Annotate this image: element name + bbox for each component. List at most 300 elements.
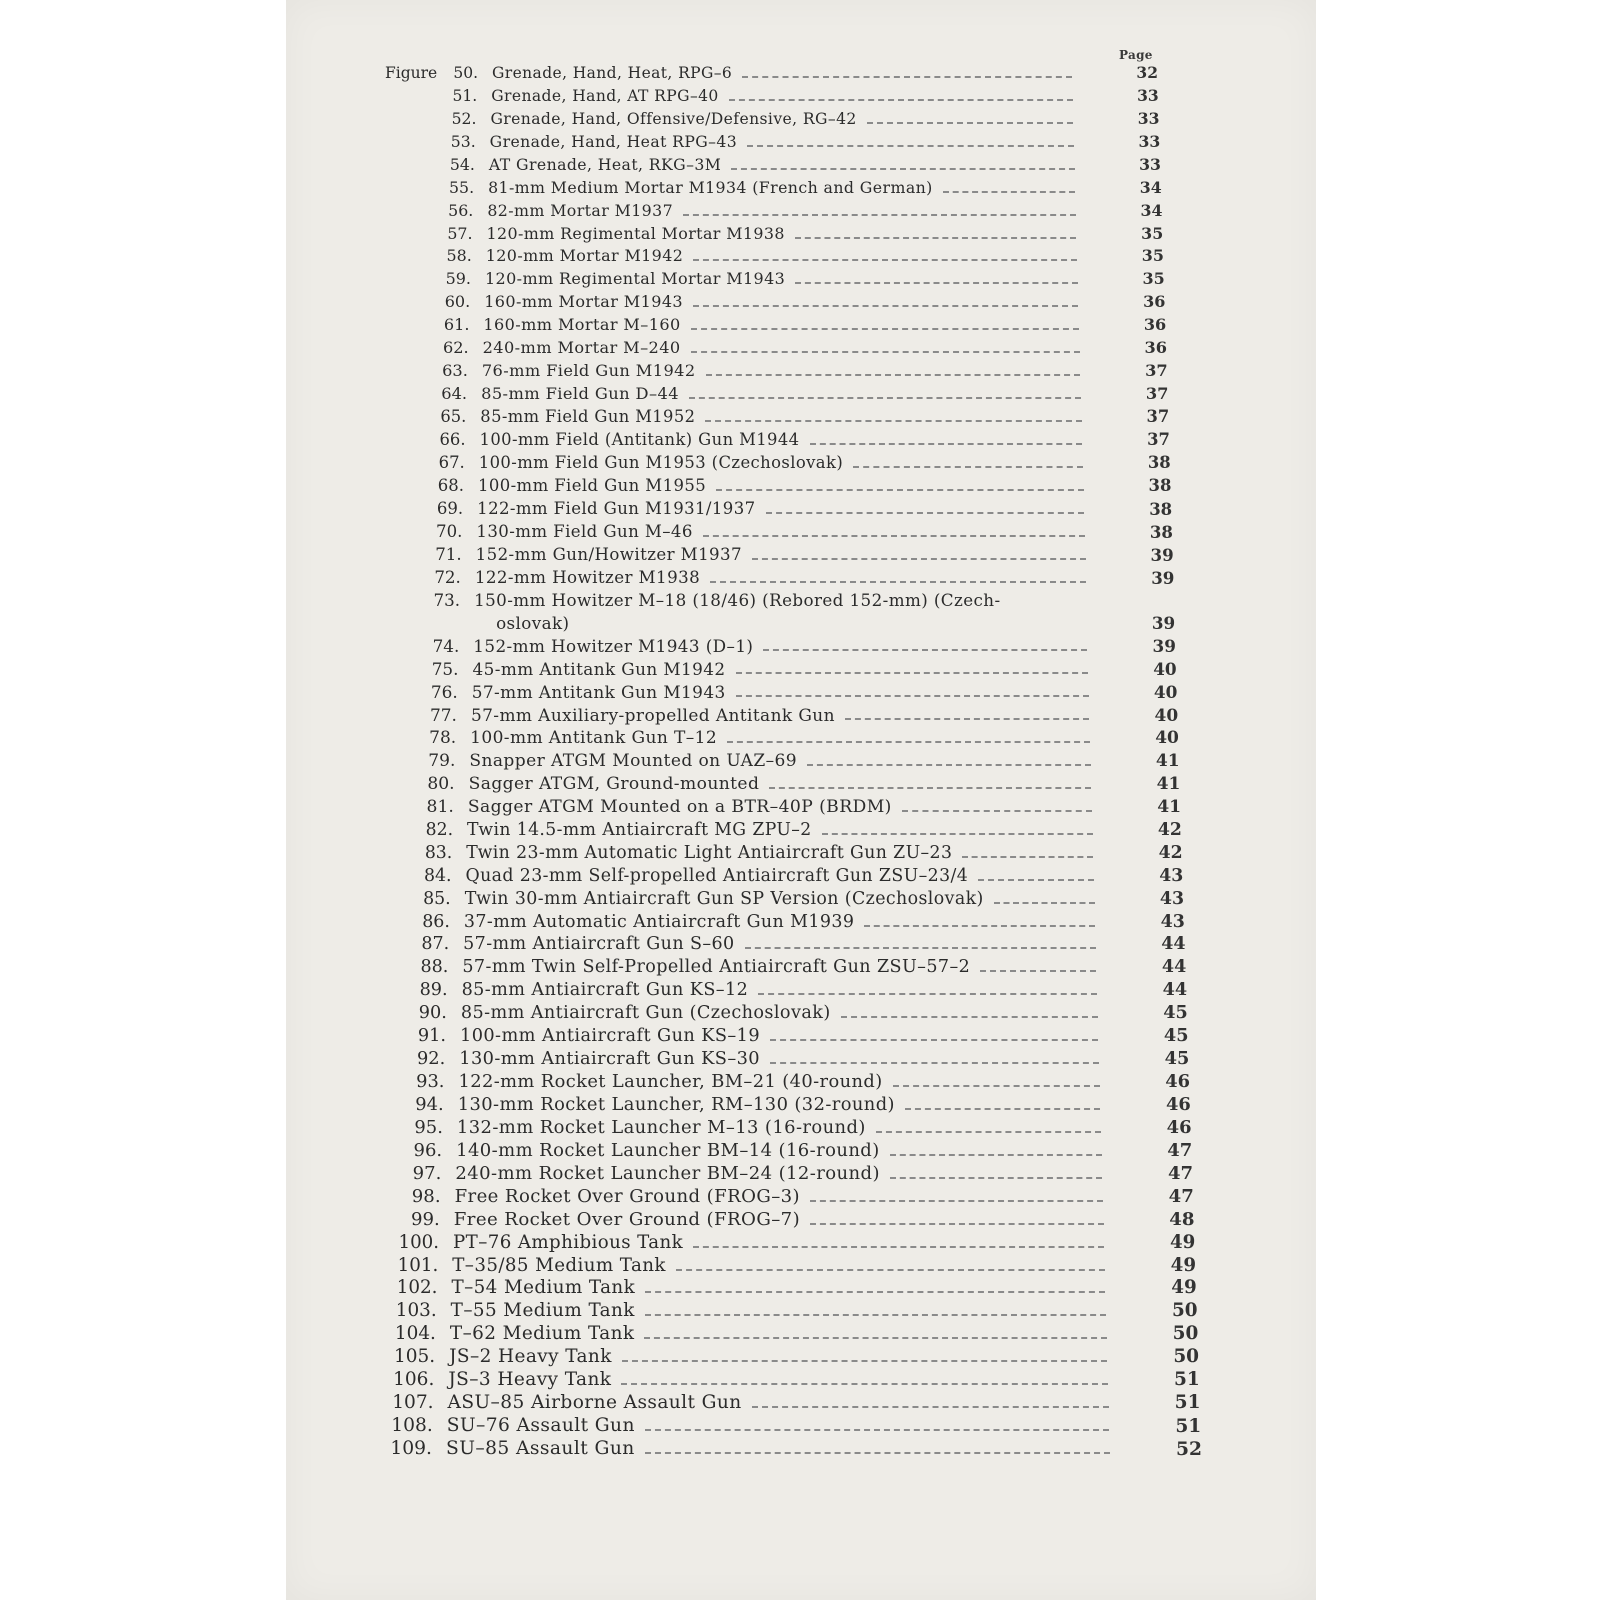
list-item xyxy=(286,1392,1316,1414)
page-number: 48 xyxy=(1169,1208,1195,1230)
list-item xyxy=(286,1140,1316,1162)
page-number: 50 xyxy=(1172,1323,1199,1345)
list-item xyxy=(286,819,1316,841)
page-number: 50 xyxy=(1173,1346,1200,1368)
page-number: 37 xyxy=(1146,407,1170,426)
list-item xyxy=(286,1415,1316,1437)
list-item xyxy=(286,200,1316,222)
dot-leader xyxy=(807,764,1091,766)
figure-title xyxy=(472,681,1089,703)
figure-title-text: 57-mm Auxiliary-propelled Antitank Gun xyxy=(470,705,835,726)
dot-leader xyxy=(810,1200,1103,1202)
list-item xyxy=(286,360,1316,382)
figure-number: 52. xyxy=(451,109,477,128)
figure-title-text: 100-mm Field (Antitank) Gun M1944 xyxy=(479,429,800,449)
list-item xyxy=(286,727,1316,749)
page-number: 46 xyxy=(1166,1116,1192,1138)
figure-title xyxy=(455,1186,1103,1208)
figure-title-text: 160-mm Mortar M–160 xyxy=(483,315,681,335)
page-number: 41 xyxy=(1156,773,1181,794)
figure-number: 53. xyxy=(450,131,476,151)
figure-title-text: 85-mm Field Gun D–44 xyxy=(481,384,679,404)
figure-title-text: Sagger ATGM, Ground-mounted xyxy=(468,773,760,794)
list-item xyxy=(286,1209,1316,1231)
figure-title xyxy=(486,245,1077,267)
dot-leader xyxy=(876,1131,1101,1133)
dot-leader xyxy=(795,237,1077,239)
continuation-text: oslovak) xyxy=(496,613,570,634)
list-item xyxy=(286,911,1316,933)
page-number: 36 xyxy=(1143,315,1167,335)
figure-title xyxy=(471,704,1089,726)
list-item xyxy=(286,475,1316,497)
page-number: 47 xyxy=(1167,1139,1193,1161)
figure-label: Figure xyxy=(385,64,438,82)
figure-title-text: 130-mm Field Gun M–46 xyxy=(476,521,693,541)
page-number: 33 xyxy=(1138,131,1161,151)
figure-title xyxy=(476,544,1086,566)
dot-leader xyxy=(727,741,1090,743)
dot-leader xyxy=(742,76,1072,78)
dot-leader xyxy=(853,466,1083,468)
figure-title-text: 150-mm Howitzer M–18 (18/46) (Rebored 152-mm) (Czech- xyxy=(474,590,1001,611)
list-item xyxy=(286,177,1316,199)
figure-title xyxy=(456,1140,1101,1162)
page-number: 44 xyxy=(1162,979,1188,1001)
figure-title xyxy=(463,933,1096,955)
page-number: 32 xyxy=(1136,63,1158,82)
figure-title xyxy=(464,911,1095,933)
figure-title-text: 152-mm Gun/Howitzer M1937 xyxy=(475,544,742,564)
figure-title-text: T–35/85 Medium Tank xyxy=(452,1254,666,1276)
figure-title-text: 120-mm Mortar M1942 xyxy=(485,246,684,266)
figure-number: 69. xyxy=(436,498,464,518)
figure-number: 106. xyxy=(393,1369,435,1391)
figure-number: 56. xyxy=(448,200,474,220)
page-number: 45 xyxy=(1163,1002,1188,1024)
figure-title-text: 100-mm Antiaircraft Gun KS–19 xyxy=(460,1026,761,1047)
figure-title xyxy=(480,429,1083,451)
figure-title xyxy=(473,635,1087,657)
page-number: 38 xyxy=(1149,521,1173,542)
dot-leader xyxy=(691,351,1080,353)
document-page xyxy=(286,0,1316,1600)
list-item xyxy=(286,268,1316,290)
list-item xyxy=(286,452,1316,474)
figure-number: 63. xyxy=(442,361,468,381)
figure-number: 58. xyxy=(446,246,472,266)
figure-title xyxy=(454,1209,1104,1231)
dot-leader xyxy=(905,1108,1100,1110)
figure-title xyxy=(491,85,1072,107)
figure-title xyxy=(465,865,1093,887)
list-item xyxy=(286,85,1316,107)
figure-number: 101. xyxy=(397,1254,439,1276)
figure-title-text: 132-mm Rocket Launcher M–13 (16-round) xyxy=(456,1116,866,1138)
page-number: 43 xyxy=(1159,865,1184,886)
page-number: 43 xyxy=(1159,888,1185,909)
figure-number: 77. xyxy=(429,705,457,726)
dot-leader xyxy=(716,489,1083,491)
figure-title-text: 85-mm Field Gun M1952 xyxy=(480,407,696,426)
list-item xyxy=(286,635,1316,657)
dot-leader xyxy=(890,1177,1102,1179)
list-item xyxy=(286,704,1316,726)
list-item xyxy=(286,1048,1316,1070)
dot-leader xyxy=(691,328,1079,330)
page-number: 47 xyxy=(1168,1185,1194,1207)
figure-title xyxy=(470,727,1090,749)
list-item xyxy=(286,245,1316,267)
figure-title xyxy=(487,200,1076,222)
dot-leader xyxy=(766,512,1085,514)
dot-leader xyxy=(943,191,1075,193)
figure-title xyxy=(488,177,1075,199)
dot-leader xyxy=(622,1360,1108,1362)
figure-title-text: Snapper ATGM Mounted on UAZ–69 xyxy=(469,751,798,771)
list-item xyxy=(286,979,1316,1001)
list-item xyxy=(286,131,1316,153)
dot-leader xyxy=(693,259,1077,261)
page-number: 36 xyxy=(1144,338,1167,358)
figure-number: 78. xyxy=(429,728,457,749)
dot-leader xyxy=(822,833,1093,835)
dot-leader xyxy=(810,1223,1103,1225)
figure-title xyxy=(447,1415,1110,1437)
dot-leader xyxy=(864,925,1095,927)
figure-number: 107. xyxy=(392,1392,434,1414)
dot-leader xyxy=(736,695,1089,697)
dot-leader xyxy=(693,305,1078,307)
figure-title xyxy=(461,1002,1098,1024)
list-item xyxy=(286,1186,1316,1208)
dot-leader xyxy=(676,1269,1105,1271)
dot-leader xyxy=(710,581,1086,583)
page-number: 35 xyxy=(1141,223,1164,243)
dot-leader xyxy=(693,1246,1104,1248)
figure-title-text: Sagger ATGM Mounted on a BTR–40P (BRDM) xyxy=(467,796,892,817)
figure-title xyxy=(469,750,1090,772)
figure-number: 62. xyxy=(442,338,469,358)
page-number: 36 xyxy=(1143,292,1166,312)
page-number: 45 xyxy=(1163,1025,1189,1047)
figure-title xyxy=(469,773,1092,795)
figure-number: 87. xyxy=(421,934,450,955)
dot-leader xyxy=(731,168,1074,170)
page-number: 49 xyxy=(1171,1277,1197,1299)
figure-number: 68. xyxy=(437,475,464,495)
page-number: 38 xyxy=(1149,498,1173,519)
figure-title xyxy=(473,658,1089,680)
list-item xyxy=(286,658,1316,680)
dot-leader xyxy=(752,1406,1109,1408)
figure-title-text: ASU–85 Airborne Assault Gun xyxy=(447,1392,742,1414)
dot-leader xyxy=(644,1337,1106,1339)
list-item xyxy=(286,865,1316,887)
dot-leader xyxy=(703,535,1085,537)
figure-title xyxy=(480,406,1081,428)
figure-title-text: 57-mm Antitank Gun M1943 xyxy=(471,682,726,703)
dot-leader xyxy=(841,1016,1098,1018)
dot-leader xyxy=(706,374,1081,376)
figure-number: 55. xyxy=(449,177,475,197)
figure-title-text: 240-mm Mortar M–240 xyxy=(482,338,681,358)
figure-title-text: JS–2 Heavy Tank xyxy=(449,1346,612,1368)
page-number: 51 xyxy=(1173,1369,1200,1391)
figure-title xyxy=(451,1300,1106,1322)
figure-title xyxy=(450,1323,1107,1345)
figure-number: 79. xyxy=(428,751,456,771)
page-number: 37 xyxy=(1147,429,1170,449)
dot-leader xyxy=(867,122,1074,124)
figure-number: 75. xyxy=(431,659,459,680)
dot-leader xyxy=(845,718,1089,720)
dot-leader xyxy=(645,1452,1110,1454)
page-number: 33 xyxy=(1137,85,1159,105)
dot-leader xyxy=(645,1291,1105,1293)
figure-title xyxy=(467,819,1093,841)
dot-leader xyxy=(978,879,1094,881)
page-column-header: Page xyxy=(1119,48,1153,62)
figure-title-text: T–62 Medium Tank xyxy=(449,1323,635,1345)
dot-leader xyxy=(994,902,1095,904)
list-item xyxy=(286,521,1316,543)
dot-leader xyxy=(736,672,1089,674)
figure-number: 102. xyxy=(396,1277,438,1299)
figure-number: 89. xyxy=(419,980,448,1001)
figure-title-continuation xyxy=(496,612,1087,634)
list-item xyxy=(286,1369,1316,1391)
figure-title-text: SU–76 Assault Gun xyxy=(446,1415,635,1437)
dot-leader xyxy=(962,856,1093,858)
figure-title xyxy=(465,888,1095,910)
list-item xyxy=(286,314,1316,336)
list-item xyxy=(286,589,1316,634)
dot-leader xyxy=(893,1085,1100,1087)
figure-title xyxy=(462,979,1098,1001)
figure-title-text: 152-mm Howitzer M1943 (D–1) xyxy=(473,636,754,657)
figure-number: 93. xyxy=(416,1071,445,1093)
dot-leader xyxy=(902,810,1092,812)
figure-number: 61. xyxy=(443,315,470,335)
list-item xyxy=(286,1071,1316,1093)
list-item xyxy=(286,108,1316,130)
figure-title xyxy=(477,498,1084,520)
figure-title xyxy=(483,314,1079,336)
dot-leader xyxy=(621,1383,1108,1385)
page-number: 51 xyxy=(1174,1392,1201,1414)
page-number: 40 xyxy=(1154,705,1179,726)
figure-title xyxy=(458,1094,1101,1116)
list-item xyxy=(286,337,1316,359)
figure-number: 51. xyxy=(452,86,478,105)
figure-number: 83. xyxy=(424,842,453,863)
figure-title-text: Grenade, Hand, Offensive/Defensive, RG–42 xyxy=(490,109,857,128)
list-item xyxy=(286,1025,1316,1047)
figure-title-text: Quad 23-mm Self-propelled Antiaircraft Gun ZSU–23/4 xyxy=(465,865,969,886)
figure-title-text: Grenade, Hand, Heat, RPG–6 xyxy=(492,64,733,82)
list-item xyxy=(286,223,1316,245)
list-item xyxy=(286,1323,1316,1345)
dot-leader xyxy=(763,649,1087,651)
dot-leader xyxy=(705,420,1081,422)
figure-title xyxy=(448,1369,1108,1391)
figure-number: 81. xyxy=(426,796,454,817)
figure-title xyxy=(466,842,1093,864)
figure-title xyxy=(474,589,1087,611)
dot-leader xyxy=(752,558,1086,560)
figure-title-text: 45-mm Antitank Gun M1942 xyxy=(472,659,726,680)
figure-title-text: 76-mm Field Gun M1942 xyxy=(481,361,696,381)
figure-title-text: 120-mm Regimental Mortar M1938 xyxy=(486,223,785,243)
dot-leader xyxy=(689,397,1081,399)
figure-number: 108. xyxy=(391,1415,433,1437)
figure-title-text: 120-mm Regimental Mortar M1943 xyxy=(484,269,786,289)
figure-title-text: 160-mm Mortar M1943 xyxy=(484,292,684,312)
figure-title-text: Free Rocket Over Ground (FROG–3) xyxy=(454,1185,801,1207)
figure-title-text: Twin 23-mm Automatic Light Antiaircraft Gun ZU–23 xyxy=(466,842,953,863)
figure-title xyxy=(481,383,1081,405)
page-number: 34 xyxy=(1139,177,1162,197)
page-number: 37 xyxy=(1145,361,1168,381)
page-number: 49 xyxy=(1169,1231,1196,1253)
list-item xyxy=(286,1277,1316,1299)
figure-title-text: Twin 14.5-mm Antiaircraft MG ZPU–2 xyxy=(467,819,812,840)
figure-title xyxy=(483,337,1080,359)
figure-number: 88. xyxy=(420,957,449,978)
dot-leader xyxy=(770,1039,1098,1041)
dot-leader xyxy=(795,282,1078,284)
figure-number: 92. xyxy=(417,1049,446,1070)
figure-number: 59. xyxy=(445,269,471,289)
page-number: 49 xyxy=(1170,1254,1197,1276)
figure-title xyxy=(452,1255,1105,1277)
dot-leader xyxy=(747,145,1074,147)
dot-leader xyxy=(645,1429,1109,1431)
figure-title xyxy=(468,796,1092,818)
figure-title-text: 140-mm Rocket Launcher BM–14 (16-round) xyxy=(456,1139,880,1161)
list-item xyxy=(286,750,1316,772)
figure-number: 67. xyxy=(438,452,465,472)
figure-number: 84. xyxy=(423,865,452,886)
list-item xyxy=(286,842,1316,864)
dot-leader xyxy=(729,99,1073,101)
page-number: 37 xyxy=(1145,384,1169,404)
list-item xyxy=(286,1117,1316,1139)
figure-title xyxy=(478,475,1084,497)
page-number: 51 xyxy=(1175,1415,1202,1438)
page-number: 39 xyxy=(1152,636,1176,657)
figure-title xyxy=(453,1232,1104,1254)
figure-number: 85. xyxy=(423,888,451,909)
figure-number: 72. xyxy=(434,567,461,587)
list-item xyxy=(286,1232,1316,1254)
figure-title-text: 122-mm Rocket Launcher, BM–21 (40-round) xyxy=(458,1071,883,1093)
list-item xyxy=(286,1300,1316,1322)
figure-number: 91. xyxy=(417,1026,447,1047)
page-number: 50 xyxy=(1171,1300,1198,1322)
list-item xyxy=(286,429,1316,451)
figure-title-text: Twin 30-mm Antiaircraft Gun SP Version (Czechoslovak) xyxy=(464,888,984,909)
list-item xyxy=(286,62,1316,84)
figure-number: 70. xyxy=(436,521,463,541)
list-item xyxy=(286,933,1316,955)
dot-leader xyxy=(745,947,1096,949)
figure-title-text: Grenade, Hand, Heat RPG–43 xyxy=(489,131,738,151)
dot-leader xyxy=(758,993,1097,995)
figure-title-text: 37-mm Automatic Antiaircraft Gun M1939 xyxy=(463,911,855,932)
page-number: 44 xyxy=(1161,934,1186,955)
figure-title-text: T–55 Medium Tank xyxy=(450,1300,635,1322)
figure-title-text: 240-mm Rocket Launcher BM–24 (12-round) xyxy=(455,1162,880,1184)
figure-number: 97. xyxy=(412,1162,442,1184)
list-item xyxy=(286,383,1316,405)
list-item xyxy=(286,544,1316,566)
figure-title-text: 81-mm Medium Mortar M1934 (French and German) xyxy=(488,177,933,197)
figure-number: 95. xyxy=(414,1116,443,1138)
figure-number: 94. xyxy=(415,1094,444,1115)
list-item xyxy=(286,498,1316,520)
figure-title-text: 100-mm Field Gun M1953 (Czechoslovak) xyxy=(478,452,844,472)
page-number: 43 xyxy=(1160,911,1185,932)
figure-title xyxy=(490,131,1074,153)
figure-number: 57. xyxy=(447,223,473,243)
page-number: 39 xyxy=(1151,567,1175,588)
figure-number: 98. xyxy=(411,1185,441,1207)
figure-title-text: Free Rocket Over Ground (FROG–7) xyxy=(453,1208,801,1230)
figure-number: 60. xyxy=(444,292,471,312)
figure-number: 104. xyxy=(394,1323,436,1345)
page-number: 33 xyxy=(1137,108,1160,128)
list-item xyxy=(286,1438,1316,1460)
figure-title-text: 130-mm Antiaircraft Gun KS–30 xyxy=(459,1049,761,1070)
page-number: 44 xyxy=(1161,957,1187,978)
figure-title xyxy=(490,108,1073,130)
page-number: 38 xyxy=(1147,452,1171,472)
page-number: 33 xyxy=(1139,154,1161,174)
figure-title-text: 85-mm Antiaircraft Gun (Czechoslovak) xyxy=(460,1003,831,1024)
list-item xyxy=(286,796,1316,818)
figure-title xyxy=(446,1438,1110,1460)
figure-title xyxy=(462,956,1096,978)
page-number: 52 xyxy=(1175,1438,1202,1460)
page-number: 38 xyxy=(1148,475,1172,495)
list-item xyxy=(286,567,1316,589)
figure-title-text: 130-mm Rocket Launcher, RM–130 (32-round) xyxy=(457,1094,895,1115)
figure-title xyxy=(449,1346,1107,1368)
figure-title-text: AT Grenade, Heat, RKG–3M xyxy=(488,154,722,174)
figure-number: 105. xyxy=(394,1346,436,1368)
figure-number: 100. xyxy=(398,1231,440,1253)
figure-title-text: 100-mm Antitank Gun T–12 xyxy=(470,728,718,749)
figure-title-text: 82-mm Mortar M1937 xyxy=(487,200,674,220)
page-number: 40 xyxy=(1155,728,1179,749)
page-number: 41 xyxy=(1155,751,1180,771)
dot-leader xyxy=(645,1314,1106,1316)
list-item xyxy=(286,154,1316,176)
page-number: 40 xyxy=(1153,659,1177,680)
figure-number: 109. xyxy=(390,1438,432,1459)
page-number: 46 xyxy=(1165,1094,1191,1115)
page-number: 39 xyxy=(1150,544,1174,565)
figure-title xyxy=(489,154,1075,176)
list-item xyxy=(286,1094,1316,1116)
page-number: 39 xyxy=(1151,613,1176,634)
figure-number: 65. xyxy=(440,407,467,426)
dot-leader xyxy=(810,443,1083,445)
figure-title xyxy=(459,1048,1099,1070)
list-item xyxy=(286,291,1316,313)
